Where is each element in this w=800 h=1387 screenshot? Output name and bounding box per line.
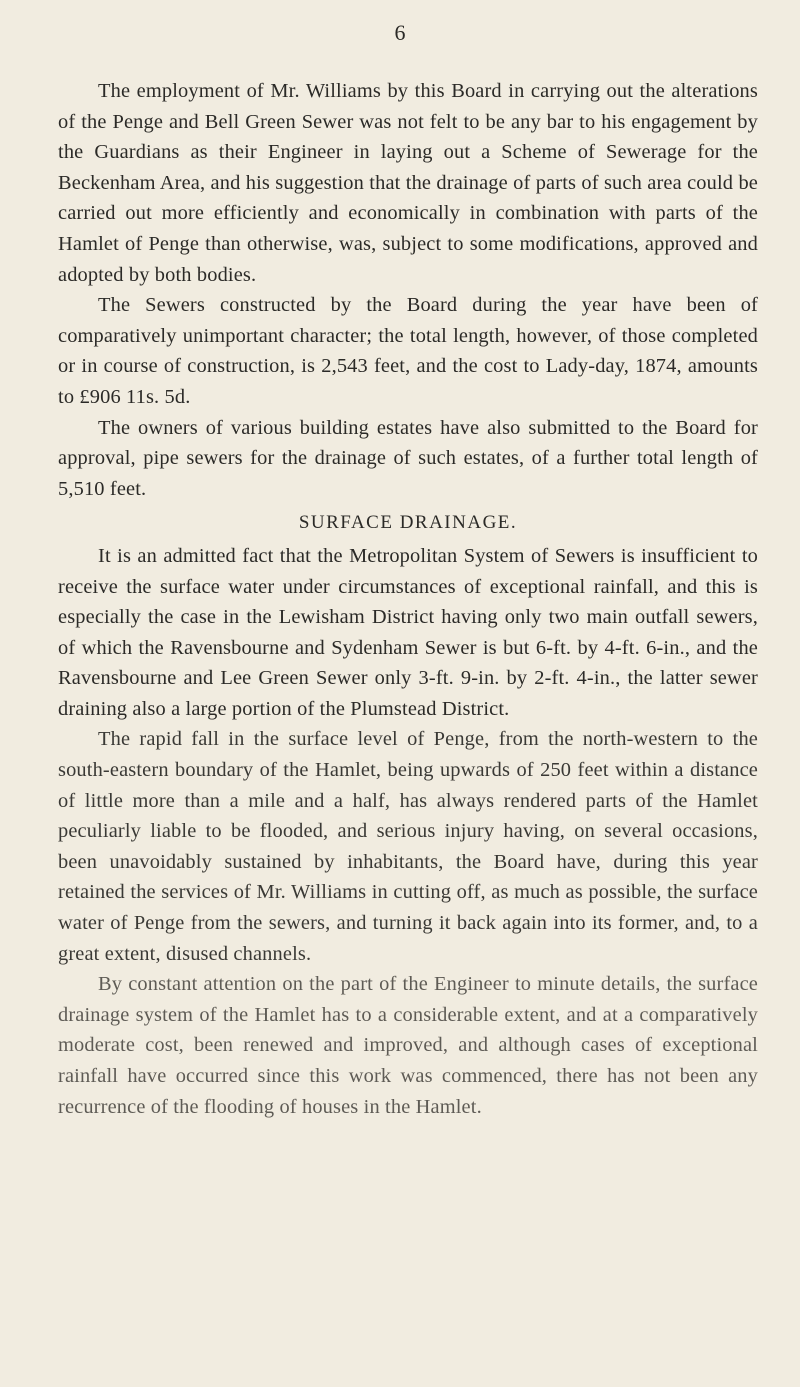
paragraph-metropolitan-system: It is an admitted fact that the Metropolitan System of Sewers is insufficient to receive the surface water under circumstances of exceptional rainfall, and this is especially the case in the Lewisham District having only two main outfall sewers, of which the Ravensbourne and Sydenham Sewer is but 6-ft. by 4-ft. 6-in., and the Ravensbourne and Lee Green Sewer only 3-ft. 9-in. by 2-ft. 4-in., the latter sewer draining also a large portion of the Plumstead District. [58, 544, 758, 720]
paragraph-williams-employment: The employment of Mr. Williams by this Board in carrying out the alterations of the Penge and Bell Green Sewer was not felt to be any bar to his engagement by the Guardians as their Engineer in laying out a Scheme of Sewerage for the Beckenham Area, and his suggestion that the drainage of parts of such area could be carried out more efficiently and economically in combination with parts of the Hamlet of Penge than otherwise, was, subject to some modifications, approved and adopted by both bodies. [58, 80, 758, 286]
section-heading: SURFACE DRAINAGE. [298, 512, 518, 534]
paragraph-constant-attention: By constant attention on the part of the Engineer to minute details, the surface drainage system of the Hamlet has to a considerable extent, and at a comparatively moderate cost, been renewed and improved, and although cases of exceptional rainfall have occurred since this work was commenced, there has not been any recurrence of the flooding of houses in the Hamlet. [58, 973, 758, 1118]
paragraph-sewers-constructed: The Sewers constructed by the Board during the year have been of comparatively unimportant character; the total length, however, of those completed or in course of construction, is 2,543 feet, and the cost to Lady-day, 1874, amounts to £906 11s. 5d. [58, 294, 758, 408]
page-number: 6 [394, 20, 406, 45]
paragraph-building-estates: The owners of various building estates have also submitted to the Board for approval, pipe sewers for the drainage of such estates, of a further total length of 5,510 feet. [58, 416, 758, 500]
paragraph-rapid-fall: The rapid fall in the surface level of Penge, from the north-western to the south-eastern boundary of the Hamlet, being upwards of 250 feet within a distance of little more than a mile and a half, has always rendered parts of the Hamlet peculiarly liable to be flooded, and serious injury having, on several occasions, been unavoidably sustained by inhabitants, the Board have, during this year retained the services of Mr. Williams in cutting off, as much as possible, the surface water of Penge from the sewers, and turning it back again into its former, and, to a great extent, disused channels. [58, 728, 758, 965]
body-text [58, 76, 758, 1122]
